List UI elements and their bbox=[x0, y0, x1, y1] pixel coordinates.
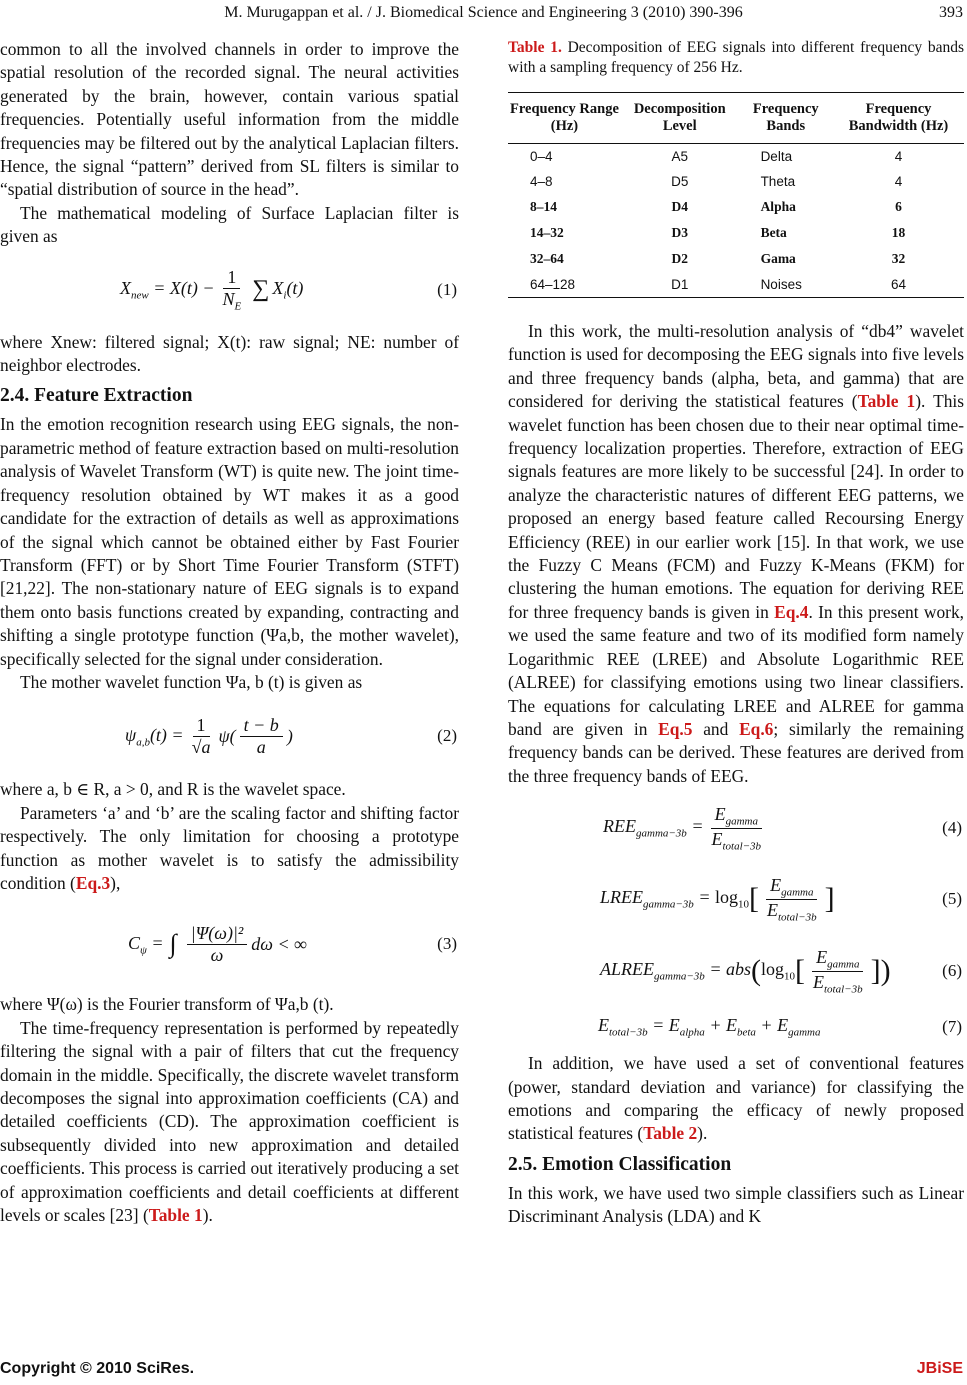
table-caption: Table 1. Decomposition of EEG signals into different frequency bands with a sampling frequency of 256 Hz. bbox=[508, 39, 964, 76]
equation-2: $\psi_{a,b}(t)$ = $\frac{1}{√a}$ ψ( $\frac{t - b}{a}$ ) (2) bbox=[125, 714, 457, 757]
table-row: 64–128 D1 Noises 64 bbox=[508, 272, 964, 298]
running-header bbox=[0, 4, 967, 22]
page-footer bbox=[0, 1360, 967, 1378]
equation-reference[interactable]: Eq.6 bbox=[739, 718, 774, 739]
paragraph: The mother wavelet function Ψa, b (t) is given as bbox=[20, 671, 363, 692]
paragraph: common to all the involved channels in order to improve the spatial resolution of the recorded signal. The neural activities generated by the brain, however, contain various spatial frequencies. Potentially useful information from the middle frequencies may be filtered out by the analytical Laplacian filters. Hence, the signal “pattern” derived from SL filters is similar to “spatial distribution of source in the head”. bbox=[0, 39, 459, 200]
copyright-text: Copyright © 2010 SciRes. bbox=[0, 1360, 195, 1377]
page-number: 393 bbox=[939, 4, 963, 21]
equation-number: (3) bbox=[437, 934, 457, 954]
equation-reference[interactable]: Eq.4 bbox=[774, 601, 809, 622]
section-heading: 2.5. Emotion Classification bbox=[508, 1153, 732, 1175]
running-title: M. Murugappan et al. / J. Biomedical Science and Engineering 3 (2010) 390-396 bbox=[224, 4, 743, 21]
paragraph: where a, b ∈ R, a > 0, and R is the wavelet space. bbox=[0, 779, 346, 800]
table-reference[interactable]: Table 1 bbox=[857, 391, 916, 412]
journal-abbreviation: JBiSE bbox=[916, 1360, 963, 1377]
table-row: 8–14 D4 Alpha 6 bbox=[530, 199, 902, 214]
column-header: Decomposition Level bbox=[621, 93, 739, 144]
column-header: Frequency Range (Hz) bbox=[508, 93, 621, 144]
left-column bbox=[0, 38, 459, 1227]
equation-3: $C_\psi$ = ∫ $\frac{\text{|Ψ(ω)|²}}{\omega}$ dω < ∞ (3) bbox=[128, 922, 457, 965]
paragraph: In this work, the multi-resolution analysis of “db4” wavelet function is used for decomposing the EEG signals into five levels and three frequency bands (alpha, beta, and gamma) that are considered for deriving the statistical features (Table 1). This wavelet function has been chosen due to their near optimal time-frequency localization properties. Therefore, extraction of EEG signals features are more likely to be successful [24]. In order to analyze the characteristic natures of different EEG patterns, we proposed an energy based feature called Recoursing Energy Efficiency (REE) in our earlier work [15]. In that work, we use the Fuzzy C Means (FCM) and Fuzzy K-Means (FKM) for clustering the human emotions. The equation for deriving REE for three frequency bands is given in Eq.4. In this present work, we used the same feature and two of its modified form namely Logarithmic REE (LREE) and Absolute Logarithmic REE (ALREE) for classifying emotions using two linear classifiers. The equations for calculating LREE and ALREE for gamma band are given in Eq.5 and Eq.6; similarly the remaining frequency bands can be derived. These features are derived from the three frequency bands of EEG. bbox=[508, 321, 965, 786]
table-row: 32–64 D2 Gama 32 bbox=[530, 251, 906, 266]
table-reference[interactable]: Table 1 bbox=[148, 1205, 203, 1226]
equation-1: $X_{new} = X(t)$ − $\frac{1}{N_E}$ ∑ $X_i(t)$ (1) bbox=[120, 266, 457, 313]
equation-number: (5) bbox=[942, 889, 962, 909]
equation-number: (6) bbox=[942, 961, 962, 981]
column-header: Frequency Bandwidth (Hz) bbox=[833, 93, 964, 144]
equation-number: (4) bbox=[942, 818, 962, 838]
equation-7: $E_{total-3b} = E_{alpha} + E_{beta} + E_{gamma}$ (7) bbox=[598, 1015, 962, 1039]
paragraph: In the emotion recognition research using EEG signals, the non-parametric method of feature extraction based on multi-resolution analysis of Wavelet Transform (WT) is quite new. The joint time-frequency resolution obtained by WT makes it as a good candidate for the extraction of details as well as approximations of the signal which cannot be obtained either by Fast Fourier Transform (FFT) or by Short Time Fourier Transform (STFT) [21,22]. The non-stationary nature of EEG signals is to expand them onto basis functions created by expanding, contracting and shifting a single prototype function (Ψa,b, the mother wavelet), specifically selected for the signal under consideration. bbox=[0, 414, 459, 669]
equation-reference[interactable]: Eq.5 bbox=[658, 718, 693, 739]
paragraph: Parameters ‘a’ and ‘b’ are the scaling factor and shifting factor respectively. The only limitation for choosing a prototype function as mother wavelet is to satisfy the admissibility condition (Eq.3), bbox=[0, 802, 459, 893]
right-column bbox=[508, 38, 964, 1229]
equation-4: $REE_{gamma-3b}$ = $\frac{E_{gamma}}{E_{total-3b}}$ (4) bbox=[603, 804, 962, 853]
equation-6: $ALREE_{gamma-3b}$ = abs ( $\log_{10}$ [ $\frac{E_{gamma}}{E_{total-3b}}$ ]) (6) bbox=[600, 947, 962, 996]
column-header: Frequency Bands bbox=[739, 93, 833, 144]
table-row: 14–32 D3 Beta 18 bbox=[530, 225, 906, 240]
equation-5: $LREE_{gamma-3b} = \log_{10}$ [ $\frac{E_{gamma}}{E_{total-3b}}$ ] (5) bbox=[600, 875, 962, 924]
table-row: 4–8 D5 Theta 4 bbox=[530, 174, 903, 189]
table-reference[interactable]: Table 2 bbox=[643, 1123, 698, 1144]
frequency-table bbox=[508, 92, 964, 298]
paragraph: The time-frequency representation is performed by repeatedly filtering the signal with a pair of filters that cut the frequency domain in the middle. Specifically, the discrete wavelet transform decomposes the signal into approximation coefficients (CA) and detailed coefficients (CD). The approximation coefficient is subsequently divided into new approximation and detailed coefficients. This process is carried out iteratively producing a set of approximation coefficients and detail coefficients at different levels or scales [23] (Table 1). bbox=[0, 1017, 459, 1226]
paragraph: The mathematical modeling of Surface Laplacian filter is given as bbox=[0, 202, 459, 247]
paragraph: where Xnew: filtered signal; X(t): raw signal; NE: number of neighbor electrodes. bbox=[0, 331, 459, 376]
table-row: 0–4 A5 Delta 4 bbox=[530, 149, 903, 164]
paragraph: where Ψ(ω) is the Fourier transform of Ψa,b (t). bbox=[0, 994, 334, 1015]
equation-number: (2) bbox=[437, 726, 457, 746]
equation-reference[interactable]: Eq.3 bbox=[75, 872, 111, 893]
paragraph: In this work, we have used two simple classifiers such as Linear Discriminant Analysis (LDA) and K bbox=[508, 1182, 964, 1227]
equation-number: (1) bbox=[437, 279, 457, 299]
equation-number: (7) bbox=[942, 1017, 962, 1037]
section-heading: 2.4. Feature Extraction bbox=[0, 385, 193, 407]
paragraph: In addition, we have used a set of conventional features (power, standard deviation and variance) for classifying the emotions and comparing the efficacy of newly proposed statistical features (Table 2). bbox=[508, 1053, 964, 1144]
